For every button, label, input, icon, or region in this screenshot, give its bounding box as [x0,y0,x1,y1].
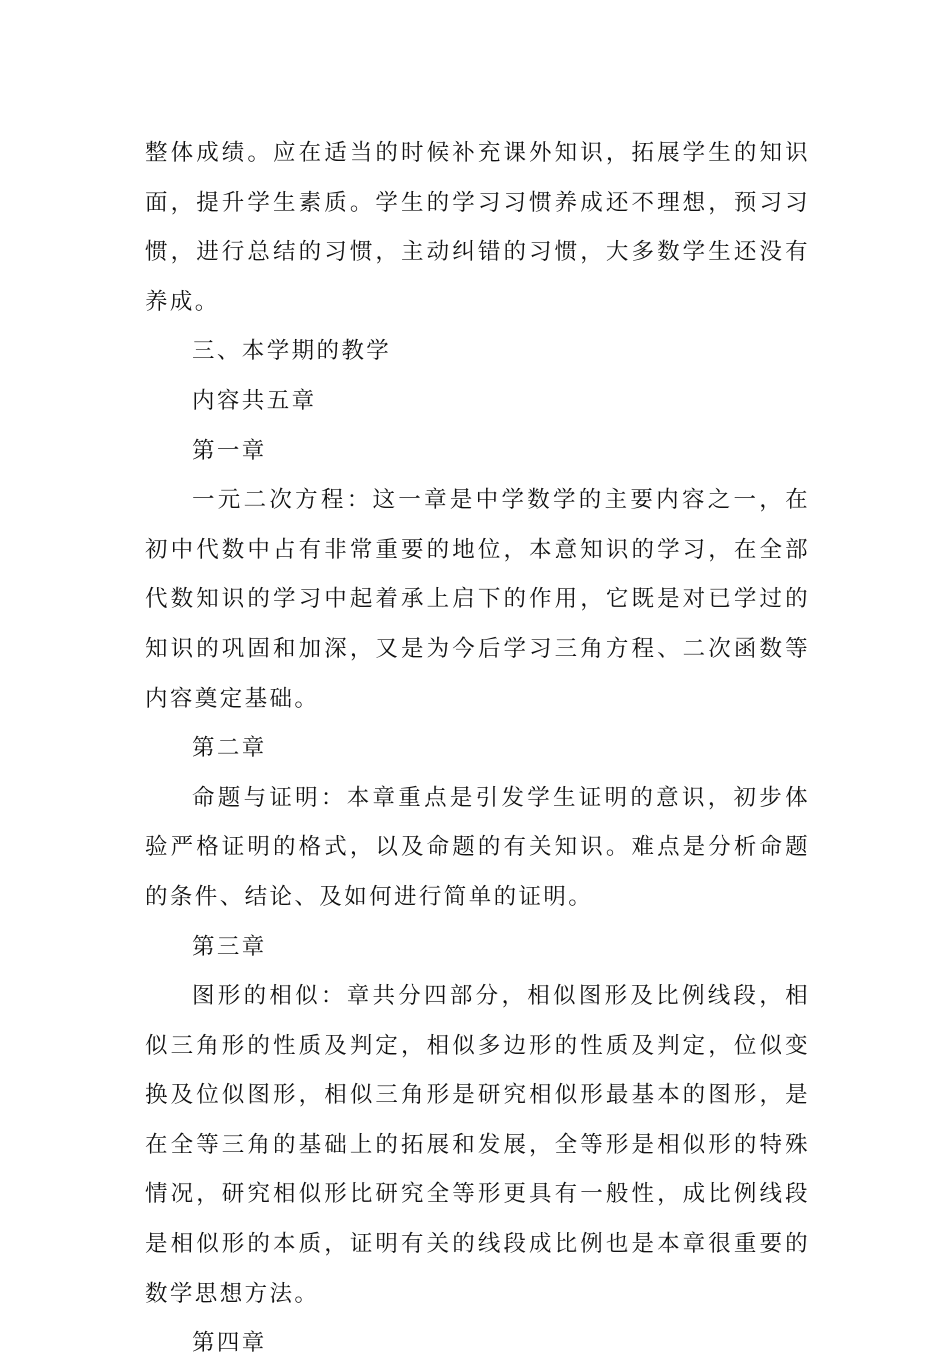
paragraph-chapter-1: 一元二次方程：这一章是中学数学的主要内容之一，在初中代数中占有非常重要的地位，本意知识的学习，在全部代数知识的学习中起着承上启下的作用，它既是对已学过的知识的巩固和加深，又是为今后学习三角方程、二次函数等内容奠定基础。 [145,487,810,712]
paragraph-chapter-3: 图形的相似：章共分四部分，相似图形及比例线段，相似三角形的性质及判定，相似多边形的性质及判定，位似变换及位似图形，相似三角形是研究相似形最基本的图形，是在全等三角的基础上的拓展和发展，全等形是相似形的特殊情况，研究相似形比研究全等形更具有一般性，成比例线段是相似形的本质，证明有关的线段成比例也是本章很重要的数学思想方法。 [145,983,810,1307]
chapter-heading-3: 第三章 [192,933,267,960]
paragraph-continuation: 整体成绩。应在适当的时候补充课外知识，拓展学生的知识面，提升学生素质。学生的学习习惯养成还不理想，预习习惯，进行总结的习惯，主动纠错的习惯，大多数学生还没有养成。 [145,140,810,315]
chapter-heading-4: 第四章 [192,1330,267,1357]
paragraph-chapter-count: 内容共五章 [192,387,317,414]
document-body [145,129,810,1369]
section-heading-teaching: 三、本学期的教学 [192,338,392,365]
chapter-heading-2: 第二章 [192,735,267,762]
paragraph-chapter-2: 命题与证明：本章重点是引发学生证明的意识，初步体验严格证明的格式，以及命题的有关知识。难点是分析命题的条件、结论、及如何进行简单的证明。 [145,784,810,910]
chapter-heading-1: 第一章 [192,437,267,464]
